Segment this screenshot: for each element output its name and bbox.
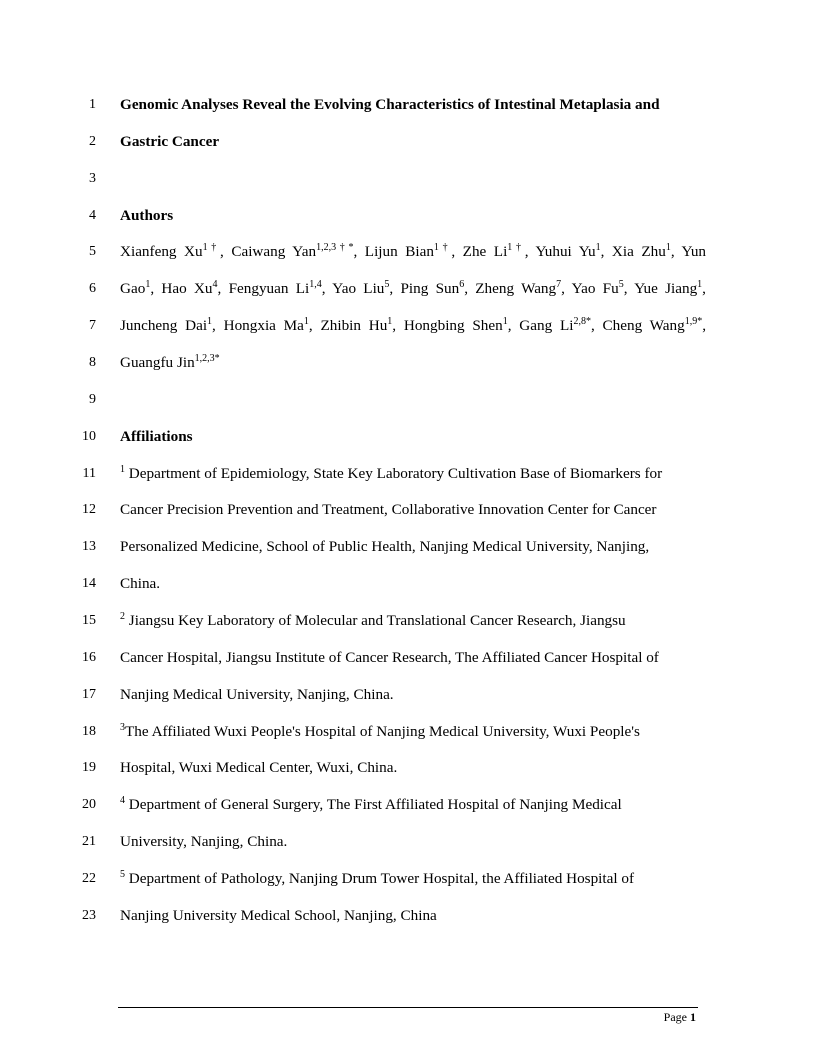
line-text [120,904,706,928]
text-run: Department of Pathology, Nanjing Drum Tower Hospital, the Affiliated Hospital of [125,869,635,887]
affiliation-superscript: 1,4 [309,279,322,291]
text-run: , Hongxia Ma [212,317,304,335]
line-text [120,720,706,744]
manuscript-line [0,867,816,891]
line-number: 13 [82,539,96,555]
manuscript-line [0,904,816,928]
manuscript-line [0,167,816,191]
text-run: Department of Epidemiology, State Key Laboratory Cultivation Base of Biomarkers for [125,464,663,482]
manuscript-line [0,572,816,596]
affiliation-superscript: 6 [459,279,465,291]
manuscript-line [0,130,816,154]
text-run: , Caiwang Yan [220,243,317,261]
affiliation-superscript: 5 [618,279,624,291]
line-number: 8 [89,354,96,370]
affiliation-superscript: 2,8* [573,316,591,328]
page-footer [664,1009,696,1025]
text-run: Gao [120,280,146,298]
text-run: Nanjing University Medical School, Nanjing, China [120,906,437,924]
affiliation-superscript: 2 [120,610,125,622]
text-run: Xianfeng Xu [120,243,203,261]
text-run: Nanjing Medical University, Nanjing, China. [120,685,394,703]
text-run: Department of General Surgery, The First Affiliated Hospital of Nanjing Medical [125,796,622,814]
line-text [120,314,706,338]
line-text [120,646,706,670]
affiliation-superscript: 1† [507,242,525,254]
line-number: 18 [82,723,96,739]
manuscript-line [0,425,816,449]
affiliation-superscript: 7 [556,279,562,291]
line-text [120,240,706,264]
line-number: 2 [89,133,96,149]
footer-page-label: Page [663,1010,687,1024]
manuscript-line [0,462,816,486]
text-run: , Lijun Bian [353,243,434,261]
text-run: , Fengyuan Li [217,280,310,298]
affiliation-superscript: 5 [384,279,390,291]
text-run: Gastric Cancer [120,132,220,150]
affiliation-superscript: 1,9* [684,316,703,328]
affiliation-superscript: 1 [303,316,309,328]
line-number: 23 [82,907,96,923]
text-run: Cancer Hospital, Jiangsu Institute of Cancer Research, The Affiliated Cancer Hospital of [120,648,659,666]
manuscript-line [0,535,816,559]
manuscript-line [0,793,816,817]
line-text [120,351,706,375]
affiliation-superscript: 1,2,3†* [316,242,354,254]
footer-page-number: 1 [690,1010,696,1024]
text-run: , Hao Xu [150,280,213,298]
line-number: 9 [89,391,96,407]
manuscript-line [0,756,816,780]
text-run: , Cheng Wang [590,317,685,335]
affiliation-superscript: 5 [120,868,125,880]
line-number: 11 [82,465,96,481]
manuscript-line [0,314,816,338]
text-run: , Yun [670,243,706,261]
line-text [120,609,706,633]
line-text [120,683,706,707]
line-number: 3 [89,170,96,186]
text-run: Authors [120,206,174,224]
text-run: Affiliations [120,427,193,445]
line-number: 19 [82,760,96,776]
line-text [120,425,706,449]
manuscript-line [0,388,816,412]
text-run: , Xia Zhu [600,243,666,261]
text-run: , Zhe Li [451,243,508,261]
text-run: Hospital, Wuxi Medical Center, Wuxi, China. [120,759,398,777]
manuscript-line [0,240,816,264]
manuscript-line [0,204,816,228]
line-text [120,572,706,596]
text-run: , [702,280,706,298]
text-run: , Yao Liu [321,280,385,298]
text-run: , Zheng Wang [464,280,557,298]
line-number: 14 [82,576,96,591]
text-run: Personalized Medicine, School of Public Health, Nanjing Medical University, Nanjing, [120,538,650,556]
manuscript-line [0,609,816,633]
text-run: , Hongbing Shen [392,317,503,335]
manuscript-line [0,351,816,375]
text-run: Guangfu Jin [120,353,195,371]
manuscript-line [0,720,816,744]
affiliation-superscript: 1† [202,242,221,254]
line-text [120,756,706,780]
affiliation-superscript: 4 [120,795,125,807]
manuscript-line [0,683,816,707]
line-number: 4 [89,207,96,223]
line-number: 22 [82,870,96,886]
text-run: , [702,317,706,335]
line-number: 6 [89,281,96,297]
line-text [120,867,706,891]
text-run: , Ping Sun [389,280,460,298]
affiliation-superscript: 1 [502,316,508,328]
manuscript-line [0,93,816,117]
text-run: , Yao Fu [561,280,619,298]
line-text [120,277,706,301]
affiliation-superscript: 1 [665,242,671,254]
line-number: 7 [89,318,96,334]
text-run: The Affiliated Wuxi People's Hospital of Nanjing Medical University, Wuxi People's [125,722,640,740]
affiliation-superscript: 3 [120,721,125,733]
affiliation-superscript: 1† [433,242,452,254]
text-run: , Zhibin Hu [308,317,388,335]
affiliation-superscript: 1 [595,242,601,254]
line-number: 1 [89,97,96,112]
affiliation-superscript: 1 [120,463,125,475]
text-run: Juncheng Dai [120,317,208,335]
line-text [120,793,706,817]
text-run: Jiangsu Key Laboratory of Molecular and Translational Cancer Research, Jiangsu [125,611,626,629]
affiliation-superscript: 1 [207,316,213,328]
manuscript-line [0,830,816,854]
text-run: China. [120,575,161,592]
manuscript-line [0,498,816,522]
line-text [120,535,706,559]
line-text [120,93,706,117]
affiliation-superscript: 4 [212,279,218,291]
line-text [120,830,706,854]
affiliation-superscript: 1 [387,316,393,328]
manuscript-line [0,646,816,670]
text-run: , Gang Li [507,317,574,335]
affiliation-superscript: 1,2,3* [194,352,220,364]
affiliation-superscript: 1 [145,279,151,291]
line-number: 5 [89,244,96,260]
affiliation-superscript: 1 [697,279,703,291]
text-run: , Yue Jiang [623,280,698,298]
footer-rule [118,1007,698,1008]
line-number: 12 [82,502,96,518]
line-number: 20 [82,797,96,813]
text-run: University, Nanjing, China. [120,833,288,850]
line-number: 17 [82,686,96,702]
text-run: Genomic Analyses Reveal the Evolving Characteristics of Intestinal Metaplasia and [120,96,660,113]
text-run: , Yuhui Yu [524,243,596,261]
line-number: 16 [82,649,96,665]
manuscript-line [0,277,816,301]
line-number: 21 [82,834,96,849]
line-number: 15 [82,612,96,628]
text-run: Cancer Precision Prevention and Treatment, Collaborative Innovation Center for Cancer [120,501,657,519]
line-text [120,130,706,154]
line-text [120,462,706,486]
line-number: 10 [82,428,96,444]
line-text [120,498,706,522]
line-text [120,204,706,228]
